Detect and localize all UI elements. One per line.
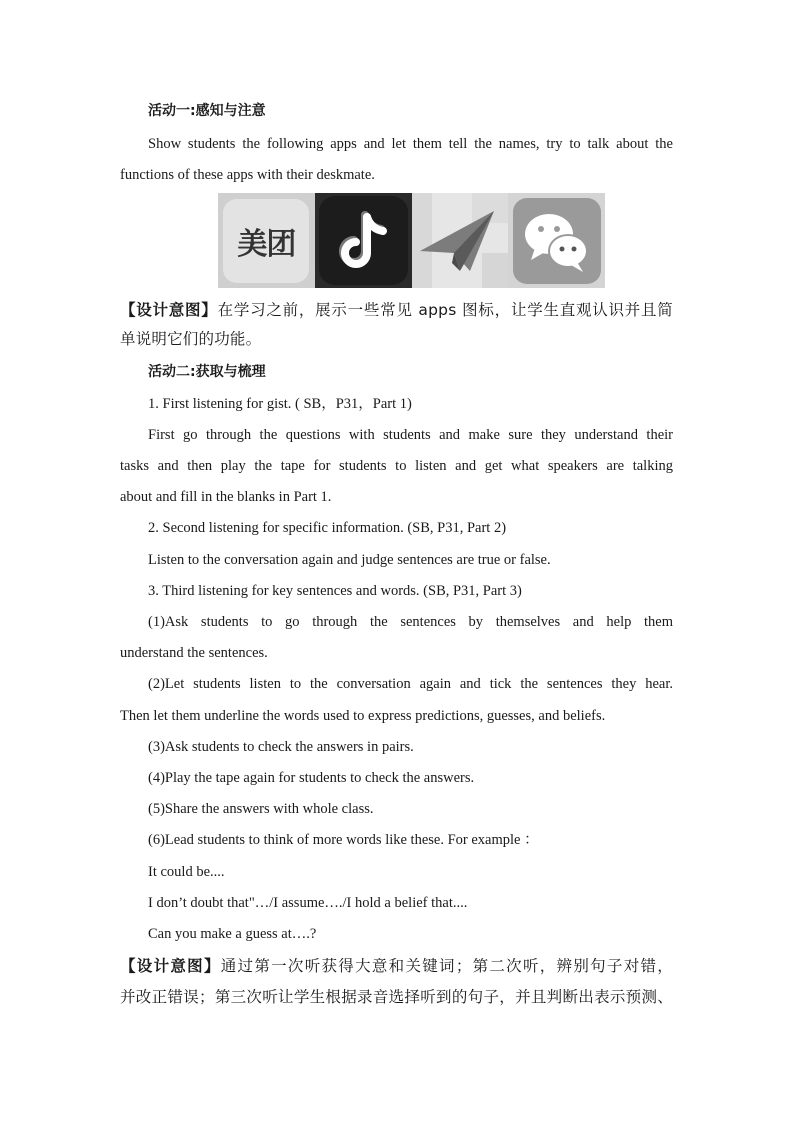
- activity1-heading: 活动一:感知与注意: [148, 103, 266, 119]
- design-intent-label: 【设计意图】: [120, 957, 221, 975]
- activity2-line: (5)Share the answers with whole class.: [148, 801, 374, 817]
- activity2-line: It could be....: [148, 864, 225, 880]
- activity2-line: tasks and then play the tape for students to listen and get what speakers are talking: [120, 458, 673, 474]
- activity2-line: 1. First listening for gist. ( SB，P31，Part 1): [148, 396, 412, 412]
- activity2-line: (6)Lead students to think of more words like these. For example ：: [148, 832, 539, 848]
- paper-plane-icon: [412, 193, 509, 288]
- activity2-line: First go through the questions with students and make sure they understand their: [148, 427, 673, 443]
- design-intent-text: 通过第一次听获得大意和关键词；第二次听，辨别句子对错，: [220, 957, 674, 975]
- activity1-paragraph-line: functions of these apps with their deskmate.: [120, 167, 375, 183]
- activity2-line: about and fill in the blanks in Part 1.: [120, 489, 332, 505]
- design-intent-2-line: 并改正错误；第三次听让学生根据录音选择听到的句子，并且判断出表示预测、: [120, 988, 673, 1006]
- activity2-line: Can you make a guess at….?: [148, 926, 317, 942]
- activity2-heading: 活动二:获取与梳理: [148, 364, 266, 380]
- activity1-paragraph-line: Show students the following apps and let them tell the names, try to talk about the: [148, 136, 673, 152]
- meituan-logo-text: 美团: [223, 199, 309, 283]
- design-intent-label: 【设计意图】: [120, 301, 218, 319]
- activity2-line: 3. Third listening for key sentences and words. (SB, P31, Part 3): [148, 583, 522, 599]
- design-intent-text: 在学习之前，展示一些常见 apps 图标，让学生直观认识并且简: [217, 301, 673, 319]
- activity2-line: understand the sentences.: [120, 645, 268, 661]
- activity2-line: (2)Let students listen to the conversation again and tick the sentences they hear.: [148, 676, 673, 692]
- activity2-line: (1)Ask students to go through the sentences by themselves and help them: [148, 614, 673, 630]
- activity2-line: 2. Second listening for specific information. (SB, P31, Part 2): [148, 520, 507, 536]
- design-intent-1-line: [120, 300, 673, 320]
- app-icons-image: [218, 193, 605, 288]
- activity2-line: Then let them underline the words used to express predictions, guesses, and beliefs.: [120, 708, 606, 724]
- activity2-line: (4)Play the tape again for students to check the answers.: [148, 770, 475, 786]
- tiktok-icon: [315, 193, 412, 288]
- activity2-line: I don’t doubt that"…/I assume…./I hold a belief that....: [148, 895, 468, 911]
- activity2-line: (3)Ask students to check the answers in pairs.: [148, 739, 414, 755]
- design-intent-2-line: [120, 956, 673, 976]
- design-intent-1-line: 单说明它们的功能。: [120, 330, 262, 348]
- meituan-icon: [218, 193, 315, 288]
- activity2-line: Listen to the conversation again and judge sentences are true or false.: [148, 552, 551, 568]
- wechat-icon: [508, 193, 605, 288]
